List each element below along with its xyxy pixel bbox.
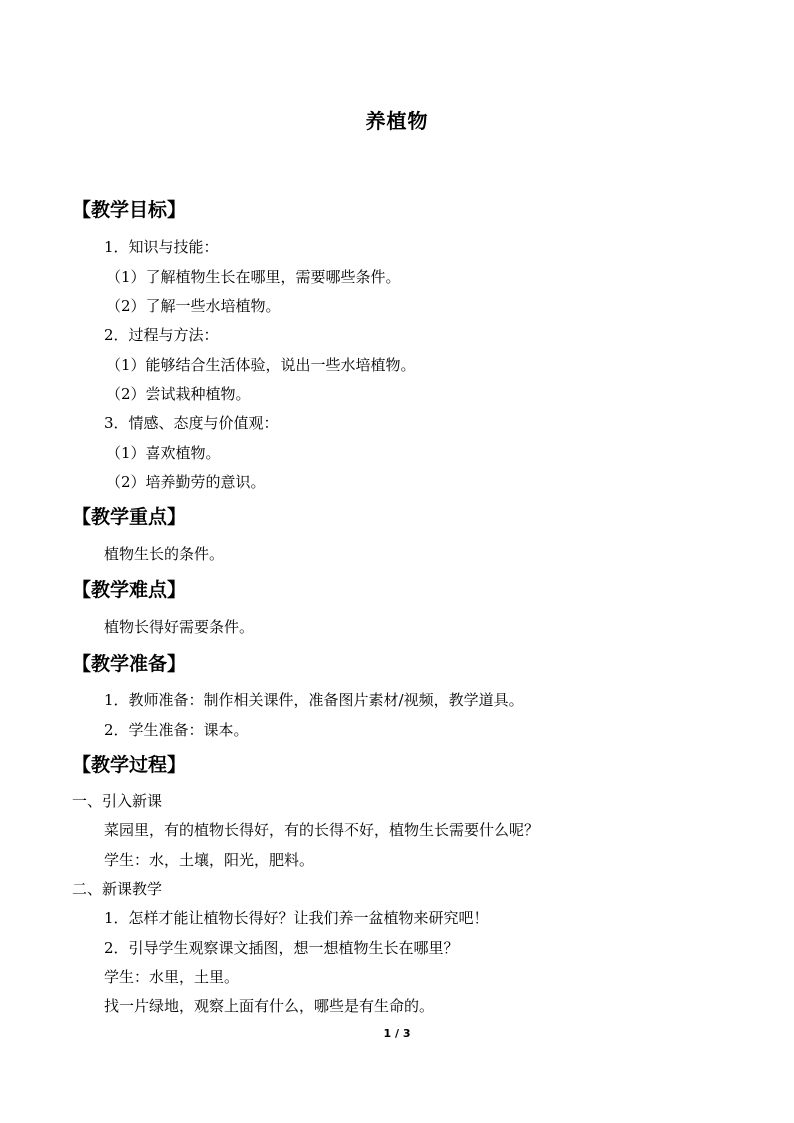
objective-item: （2）培养勤劳的意识。 (106, 473, 266, 491)
preparation-item: 1．教师准备：制作相关课件，准备图片素材/视频，教学道具。 (104, 691, 524, 709)
keypoint-heading: 【教学重点】 (72, 506, 187, 528)
process-line: 2．引导学生观察课文插图，想一想植物生长在哪里？ (104, 939, 459, 957)
objective-item: （1）了解植物生长在哪里，需要哪些条件。 (106, 268, 401, 286)
process-line: 学生：水里，土里。 (104, 968, 240, 986)
objective-item: 3．情感、态度与价值观： (104, 414, 279, 432)
objective-item: （1）喜欢植物。 (106, 444, 221, 462)
preparation-heading: 【教学准备】 (72, 653, 187, 675)
section-title-intro: 一、引入新课 (72, 792, 163, 810)
process-line: 菜园里，有的植物长得好，有的长得不好，植物生长需要什么呢？ (104, 821, 540, 839)
document-title: 养植物 (365, 109, 429, 133)
process-heading: 【教学过程】 (72, 754, 187, 776)
objective-item: （1）能够结合生活体验，说出一些水培植物。 (106, 356, 416, 374)
objective-item: （2）了解一些水培植物。 (106, 297, 281, 315)
process-line: 学生：水，土壤，阳光，肥料。 (104, 851, 315, 869)
objectives-heading: 【教学目标】 (72, 199, 187, 221)
process-line: 找一片绿地，观察上面有什么，哪些是有生命的。 (104, 997, 435, 1015)
difficulty-text: 植物长得好需要条件。 (104, 618, 255, 636)
objective-item: 1．知识与技能： (104, 238, 219, 256)
keypoint-text: 植物生长的条件。 (104, 545, 225, 563)
difficulty-heading: 【教学难点】 (72, 579, 187, 601)
objective-item: （2）尝试栽种植物。 (106, 385, 251, 403)
objective-item: 2．过程与方法： (104, 326, 219, 344)
preparation-item: 2．学生准备：课本。 (104, 721, 249, 739)
section-title-new-lesson: 二、新课教学 (72, 880, 163, 898)
process-line: 1．怎样才能让植物长得好？让我们养一盆植物来研究吧！ (104, 909, 489, 927)
page-number: 1 / 3 (383, 1027, 411, 1040)
